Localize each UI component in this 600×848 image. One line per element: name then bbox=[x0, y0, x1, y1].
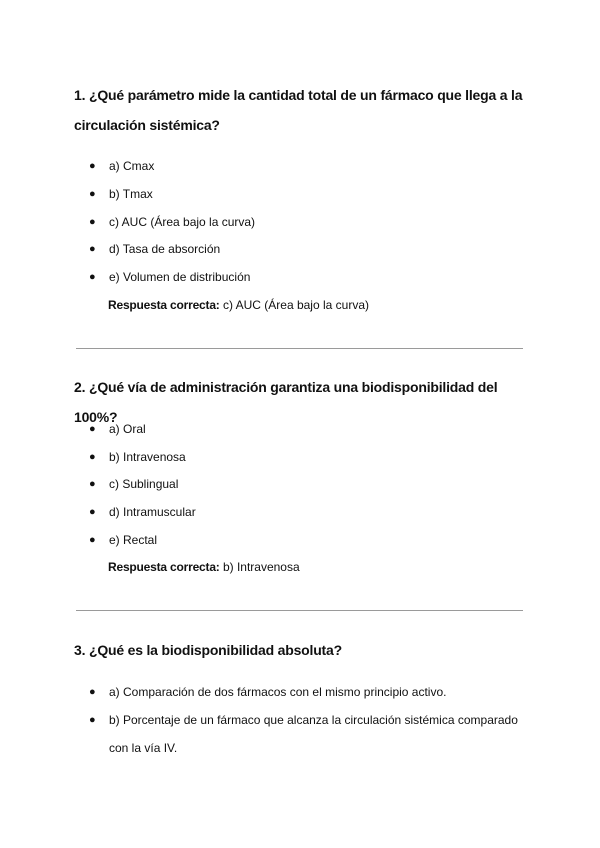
bullet-icon: ● bbox=[89, 686, 96, 698]
answer-value: b) Intravenosa bbox=[222, 560, 300, 574]
question-title: 2. ¿Qué vía de administración garantiza una biodisponibilidad del 100%? bbox=[74, 379, 498, 425]
question-title: 3. ¿Qué es la biodisponibilidad absoluta? bbox=[74, 642, 342, 658]
divider bbox=[76, 348, 523, 349]
answer-label: Respuesta correcta: bbox=[108, 560, 220, 574]
bullet-icon: ● bbox=[89, 216, 96, 228]
bullet-icon: ● bbox=[89, 714, 96, 726]
correct-answer bbox=[108, 557, 300, 577]
bullet-icon: ● bbox=[89, 451, 96, 463]
bullet-icon: ● bbox=[89, 271, 96, 283]
bullet-icon: ● bbox=[89, 506, 96, 518]
bullet-icon: ● bbox=[89, 160, 96, 172]
bullet-icon: ● bbox=[89, 423, 96, 435]
answer-value: c) AUC (Área bajo la curva) bbox=[222, 298, 369, 312]
bullet-icon: ● bbox=[89, 534, 96, 546]
question-title: 1. ¿Qué parámetro mide la cantidad total de un fármaco que llega a la circulación sistémica? bbox=[74, 87, 523, 133]
divider bbox=[76, 610, 523, 611]
document-page: 1. ¿Qué parámetro mide la cantidad total de un fármaco que llega a la circulación sistémica? ● a) Cmax ● b) Tmax ● c) AUC (Área bajo la curva) ● d) Tasa de absorción ● e) Volumen de distribución Respuesta correcta: c) AUC (Área bajo la curva) 2. ¿Qué vía de administración garantiza una biodisponibilidad del 100%? ● a) Oral ● b) Intravenosa ● c) Sublingual ● d) Intramuscular ● e) Rectal Respuesta correcta: b) Intravenosa 3. ¿Qué es la biodisponibilidad absoluta? ● a) Comparación de dos fármacos con el mismo principio activo. ● b) Porcentaje de un fármaco que alcanza la circulación sistémica comparado con la vía IV. bbox=[0, 0, 600, 848]
correct-answer bbox=[108, 295, 369, 315]
bullet-icon: ● bbox=[89, 243, 96, 255]
answer-label: Respuesta correcta: bbox=[108, 298, 220, 312]
bullet-icon: ● bbox=[89, 478, 96, 490]
bullet-icon: ● bbox=[89, 188, 96, 200]
